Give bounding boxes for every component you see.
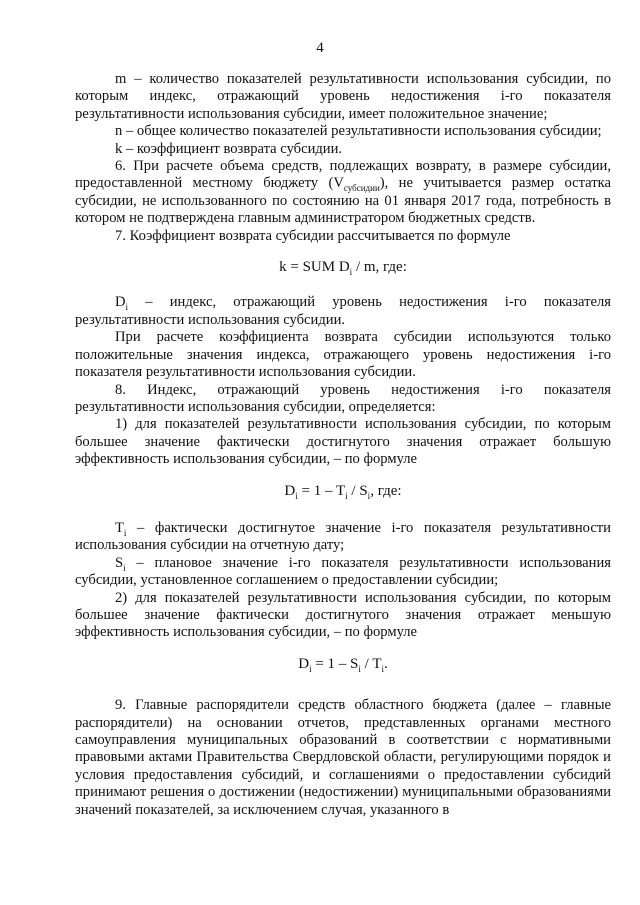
formula-2-part-b: = 1 – T bbox=[297, 482, 346, 499]
formula-3-sub-3: i bbox=[381, 663, 384, 674]
formula-2-sub-2: i bbox=[345, 490, 348, 501]
formula-2-part-d: , где: bbox=[370, 482, 402, 499]
formula-di-2 bbox=[75, 656, 611, 673]
formula-2-part-c: / S bbox=[347, 482, 368, 499]
di-symbol: D bbox=[115, 294, 126, 311]
ti-text: – фактически достигнутое значение i-го показателя результативности использования субсидии на отчетную дату; bbox=[75, 519, 611, 554]
formula-k-part-b: / m, где: bbox=[352, 259, 407, 276]
si-symbol: S bbox=[115, 554, 124, 571]
formula-2-sub-3: i bbox=[367, 490, 371, 501]
paragraph-di-definition bbox=[75, 294, 611, 329]
paragraph-n-definition: n – общее количество показателей результативности использования субсидии; bbox=[115, 123, 602, 140]
page-number: 4 bbox=[316, 40, 324, 56]
formula-3-part-d: . bbox=[384, 655, 388, 672]
formula-2-sub-1: i bbox=[295, 490, 298, 501]
document-body bbox=[75, 71, 611, 819]
item-6-text-a: 6. При расчете объема средств, подлежащих возврату, в размере субсидии, предоставленной местному бюджету (V bbox=[75, 158, 611, 192]
paragraph-item-9: 9. Главные распорядители средств областного бюджета (далее – главные распорядители) на основании отчетов, представленных органами местного самоуправления муниципальных образований в соответствии с нормативными правовыми актами Правительства Свердловской области, регулирующими порядок и условия предоставления субсидий, и соглашениями о предоставлении субсидий принимают решения о достижении (недостижении) муниципальными образованиями значений показателей, за исключением случая, указанного в bbox=[75, 697, 611, 818]
formula-k bbox=[75, 259, 611, 276]
formula-k-sub: i bbox=[349, 267, 353, 278]
item-6-subscript: субсидии bbox=[343, 183, 380, 194]
formula-3-part-c: / T bbox=[360, 655, 382, 672]
paragraph-item-6 bbox=[75, 158, 611, 228]
si-text: – плановое значение i-го показателя результативности использования субсидии, установленное соглашением о предоставлении субсидии; bbox=[75, 554, 611, 589]
paragraph-item-7: 7. Коэффициент возврата субсидии рассчитывается по формуле bbox=[115, 227, 511, 244]
paragraph-m-definition: m – количество показателей результативности использования субсидии, по которым индекс, отражающий уровень недостижения i-го показателя результативности использования субсидии, имеет положительное значение; bbox=[75, 71, 611, 122]
paragraph-si-definition bbox=[75, 555, 611, 590]
paragraph-ti-definition bbox=[75, 520, 611, 555]
item-6-text-b: ), не учитывается размер остатка субсидии, не использованного по состоянию на 01 января 2017 года, потребность в котором не подтверждена главным администратором бюджетных средств. bbox=[75, 175, 612, 227]
paragraph-case-1: 1) для показателей результативности использования субсидии, по которым большее значение фактически достигнутого значения отражает большую эффективность использования субсидии, – по формуле bbox=[75, 416, 611, 468]
formula-di-1 bbox=[75, 483, 611, 500]
formula-k-part-a: k = SUM D bbox=[279, 259, 350, 276]
formula-2-part-a: D bbox=[284, 482, 296, 499]
formula-3-part-b: = 1 – S bbox=[311, 655, 359, 672]
formula-3-sub-2: i bbox=[358, 663, 361, 674]
ti-sub: i bbox=[123, 527, 127, 538]
si-sub: i bbox=[123, 562, 126, 573]
di-text: – индекс, отражающий уровень недостижения i-го показателя результативности использования субсидии. bbox=[75, 294, 611, 328]
di-sub: i bbox=[125, 302, 129, 313]
paragraph-case-2: 2) для показателей результативности использования субсидии, по которым большее значение фактически достигнутого значения отражает меньшую эффективность использования субсидии, – по формуле bbox=[75, 589, 611, 641]
paragraph-k-definition: k – коэффициент возврата субсидии. bbox=[115, 140, 343, 157]
ti-symbol: T bbox=[115, 519, 124, 536]
paragraph-item-8: 8. Индекс, отражающий уровень недостижения i-го показателя результативности использования субсидии, определяется: bbox=[75, 381, 611, 415]
formula-3-part-a: D bbox=[298, 655, 310, 672]
paragraph-positive-values: При расчете коэффициента возврата субсидии используются только положительные значения индекса, отражающего уровень недостижения i-го показателя результативности использования субсидии. bbox=[75, 329, 611, 381]
formula-3-sub-1: i bbox=[309, 663, 312, 674]
